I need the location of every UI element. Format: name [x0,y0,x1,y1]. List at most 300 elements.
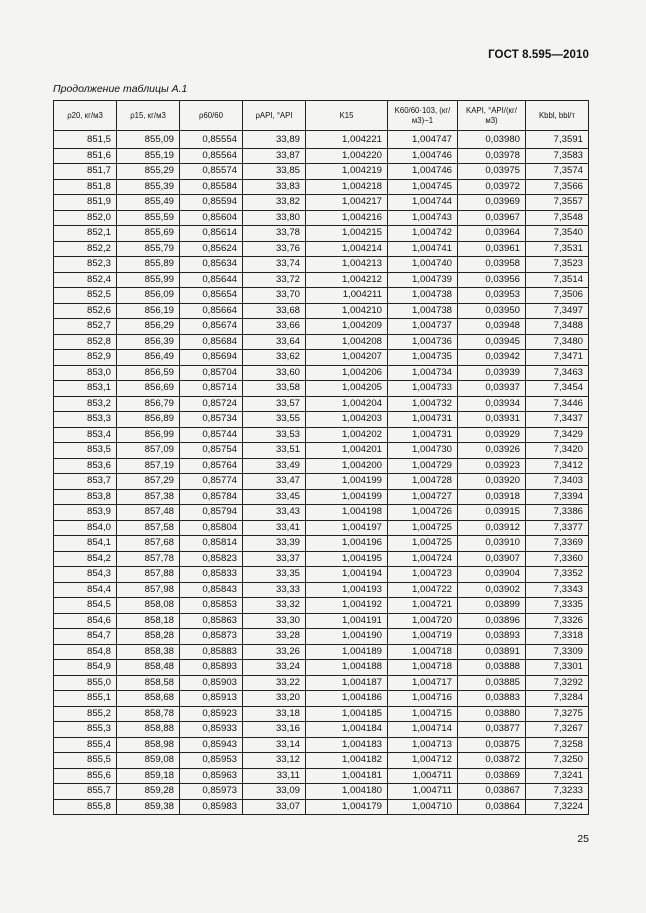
table-cell: 0,85624 [180,241,243,257]
table-cell: 0,03939 [458,365,526,381]
table-row [54,458,589,474]
table-cell: 0,03918 [458,489,526,505]
table-cell: 1,004197 [306,520,388,536]
table-cell: 855,3 [54,722,117,738]
table-cell: 1,004716 [388,691,458,707]
table-cell: 1,004206 [306,365,388,381]
table-cell: 33,68 [243,303,306,319]
table-cell: 855,49 [117,195,180,211]
table-cell: 1,004200 [306,458,388,474]
table-cell: 857,68 [117,536,180,552]
table-cell: 7,3471 [526,350,589,366]
table-cell: 1,004725 [388,520,458,536]
table-row [54,350,589,366]
table-cell: 7,3292 [526,675,589,691]
table-cell: 0,03950 [458,303,526,319]
table-cell: 7,3326 [526,613,589,629]
table-cell: 852,0 [54,210,117,226]
table-cell: 1,004181 [306,768,388,784]
table-cell: 1,004185 [306,706,388,722]
table-cell: 857,58 [117,520,180,536]
table-cell: 1,004218 [306,179,388,195]
table-cell: 1,004210 [306,303,388,319]
table-cell: 1,004188 [306,660,388,676]
table-cell: 1,004209 [306,319,388,335]
table-cell: 1,004179 [306,799,388,815]
table-cell: 857,38 [117,489,180,505]
table-cell: 858,08 [117,598,180,614]
table-cell: 0,85574 [180,164,243,180]
table-cell: 7,3523 [526,257,589,273]
table-cell: 854,0 [54,520,117,536]
table-row [54,319,589,335]
table-cell: 854,1 [54,536,117,552]
table-cell: 1,004198 [306,505,388,521]
table-cell: 856,29 [117,319,180,335]
table-cell: 851,8 [54,179,117,195]
table-cell: 0,85973 [180,784,243,800]
table-cell: 0,85883 [180,644,243,660]
table-cell: 33,82 [243,195,306,211]
table-cell: 0,03880 [458,706,526,722]
table-cell: 859,18 [117,768,180,784]
table-cell: 0,03969 [458,195,526,211]
table-cell: 857,78 [117,551,180,567]
table-cell: 7,3591 [526,131,589,149]
table-cell: 0,03904 [458,567,526,583]
table-cell: 854,4 [54,582,117,598]
table-cell: 0,03956 [458,272,526,288]
table-cell: 7,3394 [526,489,589,505]
table-cell: 0,85694 [180,350,243,366]
table-cell: 1,004216 [306,210,388,226]
table-cell: 1,004184 [306,722,388,738]
table-cell: 1,004711 [388,768,458,784]
table-cell: 857,09 [117,443,180,459]
table-cell: 859,08 [117,753,180,769]
table-cell: 1,004220 [306,148,388,164]
table-cell: 0,03964 [458,226,526,242]
table-cell: 7,3506 [526,288,589,304]
table-cell: 1,004194 [306,567,388,583]
table-cell: 0,85714 [180,381,243,397]
table-cell: 858,18 [117,613,180,629]
table-cell: 851,9 [54,195,117,211]
table-cell: 853,8 [54,489,117,505]
table-cell: 1,004201 [306,443,388,459]
table-cell: 1,004745 [388,179,458,195]
table-cell: 33,76 [243,241,306,257]
table-cell: 1,004183 [306,737,388,753]
table-cell: 1,004730 [388,443,458,459]
table-cell: 7,3463 [526,365,589,381]
table-cell: 33,47 [243,474,306,490]
table-cell: 852,5 [54,288,117,304]
table-cell: 858,48 [117,660,180,676]
table-cell: 854,9 [54,660,117,676]
table-cell: 0,03869 [458,768,526,784]
table-cell: 1,004731 [388,427,458,443]
table-row [54,753,589,769]
table-cell: 33,58 [243,381,306,397]
table-cell: 7,3497 [526,303,589,319]
table-cell: 7,3233 [526,784,589,800]
table-row [54,303,589,319]
table-cell: 855,2 [54,706,117,722]
table-cell: 1,004199 [306,489,388,505]
table-cell: 33,30 [243,613,306,629]
table-cell: 7,3420 [526,443,589,459]
table-cell: 33,32 [243,598,306,614]
table-header-row [54,101,589,131]
table-row [54,489,589,505]
page-number: 25 [577,833,589,845]
table-cell: 0,85604 [180,210,243,226]
table-cell: 852,2 [54,241,117,257]
table-cell: 855,29 [117,164,180,180]
table-cell: 853,4 [54,427,117,443]
table-cell: 7,3352 [526,567,589,583]
table-cell: 1,004746 [388,148,458,164]
table-row [54,148,589,164]
table-cell: 851,6 [54,148,117,164]
table-cell: 7,3318 [526,629,589,645]
table-cell: 33,24 [243,660,306,676]
table-cell: 858,58 [117,675,180,691]
table-cell: 0,85724 [180,396,243,412]
table-cell: 1,004733 [388,381,458,397]
table-cell: 1,004740 [388,257,458,273]
table-cell: 1,004190 [306,629,388,645]
table-cell: 1,004195 [306,551,388,567]
table-row [54,443,589,459]
table-cell: 7,3514 [526,272,589,288]
table-cell: 1,004192 [306,598,388,614]
table-cell: 33,62 [243,350,306,366]
table-cell: 1,004720 [388,613,458,629]
table-cell: 0,85953 [180,753,243,769]
table-cell: 7,3557 [526,195,589,211]
table-cell: 0,03875 [458,737,526,753]
table-cell: 0,03937 [458,381,526,397]
table-cell: 855,4 [54,737,117,753]
table-cell: 33,55 [243,412,306,428]
table-cell: 33,70 [243,288,306,304]
table-cell: 7,3343 [526,582,589,598]
table-cell: 0,85814 [180,536,243,552]
table-cell: 858,88 [117,722,180,738]
table-cell: 7,3250 [526,753,589,769]
table-cell: 857,88 [117,567,180,583]
table-cell: 854,3 [54,567,117,583]
table-cell: 1,004203 [306,412,388,428]
table-row [54,210,589,226]
table-cell: 7,3488 [526,319,589,335]
table-cell: 0,03929 [458,427,526,443]
table-row [54,505,589,521]
table-cell: 0,85564 [180,148,243,164]
table-cell: 7,3309 [526,644,589,660]
table-cell: 0,85903 [180,675,243,691]
table-cell: 7,3224 [526,799,589,815]
table-cell: 0,03891 [458,644,526,660]
table-cell: 0,85843 [180,582,243,598]
table-cell: 1,004729 [388,458,458,474]
table-cell: 33,07 [243,799,306,815]
table-cell: 7,3548 [526,210,589,226]
table-cell: 1,004711 [388,784,458,800]
table-cell: 33,26 [243,644,306,660]
table-cell: 853,6 [54,458,117,474]
table-cell: 0,85744 [180,427,243,443]
table-row [54,598,589,614]
table-cell: 1,004712 [388,753,458,769]
table-cell: 855,0 [54,675,117,691]
table-cell: 0,85584 [180,179,243,195]
table-cell: 33,20 [243,691,306,707]
table-cell: 1,004217 [306,195,388,211]
table-cell: 1,004191 [306,613,388,629]
table-cell: 858,38 [117,644,180,660]
table-cell: 0,85873 [180,629,243,645]
table-row [54,412,589,428]
table-cell: 33,89 [243,131,306,149]
table-cell: 33,09 [243,784,306,800]
table-cell: 0,85794 [180,505,243,521]
table-cell: 7,3267 [526,722,589,738]
table-cell: 0,03978 [458,148,526,164]
table-cell: 0,85614 [180,226,243,242]
table-cell: 853,9 [54,505,117,521]
table-cell: 1,004180 [306,784,388,800]
table-cell: 1,004731 [388,412,458,428]
table-cell: 1,004215 [306,226,388,242]
table-row [54,257,589,273]
table-row [54,474,589,490]
table-row [54,675,589,691]
table-cell: 0,85674 [180,319,243,335]
table-cell: 1,004182 [306,753,388,769]
table-cell: 7,3258 [526,737,589,753]
table-cell: 0,85704 [180,365,243,381]
table-cell: 7,3369 [526,536,589,552]
table-cell: 1,004742 [388,226,458,242]
table-cell: 0,85784 [180,489,243,505]
table-cell: 0,85764 [180,458,243,474]
table-cell: 1,004718 [388,660,458,676]
table-cell: 859,28 [117,784,180,800]
table-cell: 0,03945 [458,334,526,350]
table-cell: 856,09 [117,288,180,304]
table-cell: 0,03948 [458,319,526,335]
table-row [54,272,589,288]
table-cell: 33,22 [243,675,306,691]
table-cell: 0,85774 [180,474,243,490]
table-cell: 856,39 [117,334,180,350]
table-cell: 0,03958 [458,257,526,273]
table-cell: 0,85893 [180,660,243,676]
table-cell: 1,004727 [388,489,458,505]
table-cell: 7,3335 [526,598,589,614]
table-cell: 855,8 [54,799,117,815]
table-cell: 0,85933 [180,722,243,738]
table-cell: 0,03883 [458,691,526,707]
table-cell: 855,1 [54,691,117,707]
table-cell: 1,004728 [388,474,458,490]
table-cell: 1,004739 [388,272,458,288]
table-cell: 855,7 [54,784,117,800]
table-cell: 0,03915 [458,505,526,521]
table-row [54,784,589,800]
table-cell: 1,004719 [388,629,458,645]
table-cell: 1,004717 [388,675,458,691]
table-cell: 1,004737 [388,319,458,335]
table-cell: 7,3540 [526,226,589,242]
table-cell: 855,39 [117,179,180,195]
table-cell: 0,03953 [458,288,526,304]
table-cell: 0,85654 [180,288,243,304]
table-cell: 33,87 [243,148,306,164]
table-row [54,131,589,149]
table-cell: 854,7 [54,629,117,645]
table-cell: 1,004212 [306,272,388,288]
table-row [54,613,589,629]
table-row [54,582,589,598]
table-cell: 1,004214 [306,241,388,257]
table-cell: 0,03888 [458,660,526,676]
table-cell: 857,19 [117,458,180,474]
table-cell: 0,03931 [458,412,526,428]
table-cell: 0,03967 [458,210,526,226]
table-cell: 7,3437 [526,412,589,428]
table-cell: 0,03907 [458,551,526,567]
table-row [54,691,589,707]
table-cell: 0,85554 [180,131,243,149]
table-cell: 0,03912 [458,520,526,536]
table-cell: 1,004207 [306,350,388,366]
table-cell: 854,6 [54,613,117,629]
table-cell: 0,85863 [180,613,243,629]
table-cell: 33,37 [243,551,306,567]
table-cell: 0,85804 [180,520,243,536]
table-cell: 33,85 [243,164,306,180]
table-cell: 0,03910 [458,536,526,552]
table-cell: 853,5 [54,443,117,459]
table-cell: 33,72 [243,272,306,288]
table-cell: 1,004715 [388,706,458,722]
table-cell: 0,03934 [458,396,526,412]
table-cell: 7,3454 [526,381,589,397]
table-cell: 1,004187 [306,675,388,691]
table-cell: 855,59 [117,210,180,226]
table-row [54,737,589,753]
table-cell: 33,12 [243,753,306,769]
table-cell: 852,7 [54,319,117,335]
table-cell: 7,3531 [526,241,589,257]
standard-header: ГОСТ 8.595—2010 [488,49,589,61]
table-cell: 33,66 [243,319,306,335]
table-row [54,334,589,350]
table-cell: 856,59 [117,365,180,381]
table-cell: 1,004202 [306,427,388,443]
table-cell: 855,89 [117,257,180,273]
table-cell: 1,004732 [388,396,458,412]
table-cell: 33,14 [243,737,306,753]
table-row [54,536,589,552]
table-cell: 854,2 [54,551,117,567]
table-cell: 0,85754 [180,443,243,459]
table-cell: 856,79 [117,396,180,412]
table-cell: 33,49 [243,458,306,474]
table-cell: 855,19 [117,148,180,164]
table-cell: 7,3412 [526,458,589,474]
table-cell: 0,85913 [180,691,243,707]
table-cell: 855,6 [54,768,117,784]
table-cell: 0,85923 [180,706,243,722]
table-cell: 7,3446 [526,396,589,412]
table-cell: 0,85734 [180,412,243,428]
col-header-rho6060: ρ60/60 [180,101,243,131]
table-cell: 852,8 [54,334,117,350]
table-cell: 1,004204 [306,396,388,412]
table-cell: 1,004213 [306,257,388,273]
table-cell: 853,1 [54,381,117,397]
table-cell: 0,85983 [180,799,243,815]
table-row [54,365,589,381]
table-row [54,179,589,195]
table-cell: 1,004189 [306,644,388,660]
table-cell: 7,3275 [526,706,589,722]
table-cell: 852,9 [54,350,117,366]
table-cell: 1,004726 [388,505,458,521]
table-cell: 1,004221 [306,131,388,149]
table-caption: Продолжение таблицы А.1 [53,83,188,95]
table-cell: 1,004747 [388,131,458,149]
table-cell: 851,5 [54,131,117,149]
table-cell: 33,74 [243,257,306,273]
table-cell: 7,3377 [526,520,589,536]
table-cell: 7,3574 [526,164,589,180]
table-cell: 0,03872 [458,753,526,769]
table-row [54,629,589,645]
table-cell: 1,004734 [388,365,458,381]
table-cell: 7,3386 [526,505,589,521]
table-cell: 0,03877 [458,722,526,738]
table-row [54,520,589,536]
table-cell: 851,7 [54,164,117,180]
table-cell: 1,004741 [388,241,458,257]
table-cell: 7,3284 [526,691,589,707]
table-cell: 1,004710 [388,799,458,815]
table-cell: 0,03926 [458,443,526,459]
table-cell: 857,29 [117,474,180,490]
table-row [54,381,589,397]
col-header-k15: K15 [306,101,388,131]
col-header-rho20: ρ20, кг/м3 [54,101,117,131]
table-cell: 7,3429 [526,427,589,443]
table-cell: 1,004743 [388,210,458,226]
table-cell: 0,03972 [458,179,526,195]
table-cell: 858,68 [117,691,180,707]
table-cell: 0,03864 [458,799,526,815]
table-cell: 853,7 [54,474,117,490]
table-cell: 0,03896 [458,613,526,629]
table-cell: 853,0 [54,365,117,381]
table-cell: 33,39 [243,536,306,552]
table-cell: 7,3583 [526,148,589,164]
table-cell: 1,004746 [388,164,458,180]
table-cell: 854,8 [54,644,117,660]
